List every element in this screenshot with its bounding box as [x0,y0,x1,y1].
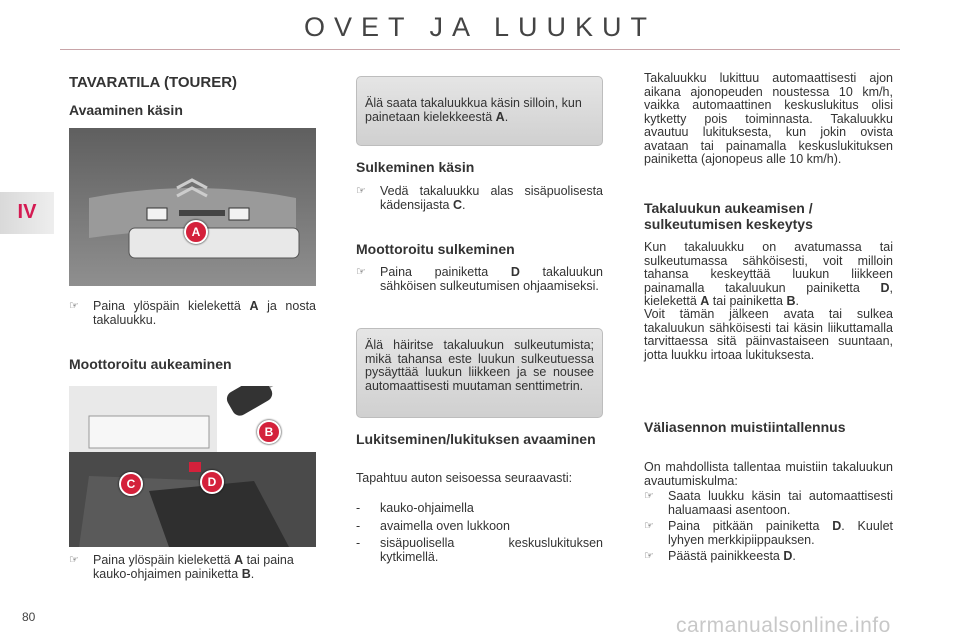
motor-open-heading: Moottoroitu aukeaminen [69,356,232,372]
interrupt-text: Kun takaluukku on avatumassa tai sulkeutumassa sähköisesti, voit milloin tahansa keskeyttää luukun liikkeen painamalla takaluukun painiketta D, kielekettä A tai painiketta B. [644,240,893,308]
marker-a: A [184,220,208,244]
auto-lock-text: Takaluukku lukittuu automaattisesti ajon aikana ajonopeuden noustessa 10 km/h, vaikka automaattinen keskuslukitus olisi kytketty pois toiminnasta. Takaluukku avautuu lukituksesta, kun jokin ovista avataan tai painamalla keskuslukituksen painiketta (ajonopeus alle 10 km/h). [644,71,893,166]
marker-c: C [119,472,143,496]
motor-close-heading: Moottoroitu sulkeminen [356,241,515,257]
open-manual-text: ☞ Paina ylöspäin kielekettä A ja nosta takaluukku. [69,299,316,327]
pointing-hand-icon: ☞ [644,520,654,532]
tailgate-photo [69,128,316,286]
list-item: - kauko-ohjaimella [356,501,474,515]
section-tab-label: IV [17,201,37,223]
remote-and-tailgate-photo [69,386,316,547]
watermark: carmanualsonline.info [676,614,891,637]
pointing-hand-icon: ☞ [69,554,79,566]
tailgate-illustration [69,128,316,286]
section-tab [0,192,54,234]
pointing-hand-icon: ☞ [644,490,654,502]
title-divider [60,49,900,50]
interrupt-text-2: Voit tämän jälkeen avata tai sulkea takaluukun sähköisesti tai käsin liikuttamalla tarvittaessa sitä päinvastaiseen suuntaan, jotta luukku irtoaa lukituksesta. [644,307,893,362]
marker-d: D [200,470,224,494]
memory-intro: On mahdollista tallentaa muistiin takaluukun avautumiskulma: [644,460,893,488]
pointing-hand-icon: ☞ [644,550,654,562]
close-manual-heading: Sulkeminen käsin [356,159,475,175]
list-item: ☞ Paina pitkään painiketta D. Kuulet lyhyen merkkipiippauksen. [644,519,893,547]
remote-tailgate-illustration [69,386,316,547]
pointing-hand-icon: ☞ [356,266,366,278]
page-number: 80 [22,610,36,624]
list-item: ☞ Päästä painikkeesta D. [644,549,796,563]
memory-steps [644,490,893,564]
interrupt-heading: Takaluukun aukeamisen / sulkeutumisen keskeytys [644,200,813,232]
page-title: OVET JA LUUKUT [303,12,657,42]
warning-note-2: Älä häiritse takaluukun sulkeutumista; mikä tahansa este luukun sulkeutuessa pysäyttää luukun liikkeen ja se nousee automaattisesti muutaman senttimetrin. [356,328,603,418]
warning-note-1: Älä saata takaluukkua käsin silloin, kun painetaan kielekkeestä A. [356,76,603,146]
open-manual-heading: Avaaminen käsin [69,102,183,118]
motor-open-text: ☞ Paina ylöspäin kielekettä A tai paina kauko-ohjaimen painiketta B. [69,553,294,581]
list-item: - sisäpuolisella keskuslukituksen kytkimellä. [356,536,603,564]
section-heading: TAVARATILA (TOURER) [69,74,238,91]
list-item: ☞ Saata luukku käsin tai automaattisesti haluamaasi asentoon. [644,489,893,517]
marker-b: B [257,420,281,444]
pointing-hand-icon: ☞ [69,300,79,312]
list-item: - avaimella oven lukkoon [356,518,510,533]
close-manual-text: ☞ Vedä takaluukku alas sisäpuolisesta kädensijasta C. [356,184,603,212]
pointing-hand-icon: ☞ [356,185,366,197]
lock-heading: Lukitseminen/lukituksen avaaminen [356,431,596,447]
motor-close-text: ☞ Paina painiketta D takaluukun sähköisen sulkeutumisen ohjaamiseksi. [356,265,603,293]
lock-intro: Tapahtuu auton seisoessa seuraavasti: [356,471,573,485]
memory-heading: Väliasennon muistiintallennus [644,419,846,435]
lock-list [356,502,603,564]
